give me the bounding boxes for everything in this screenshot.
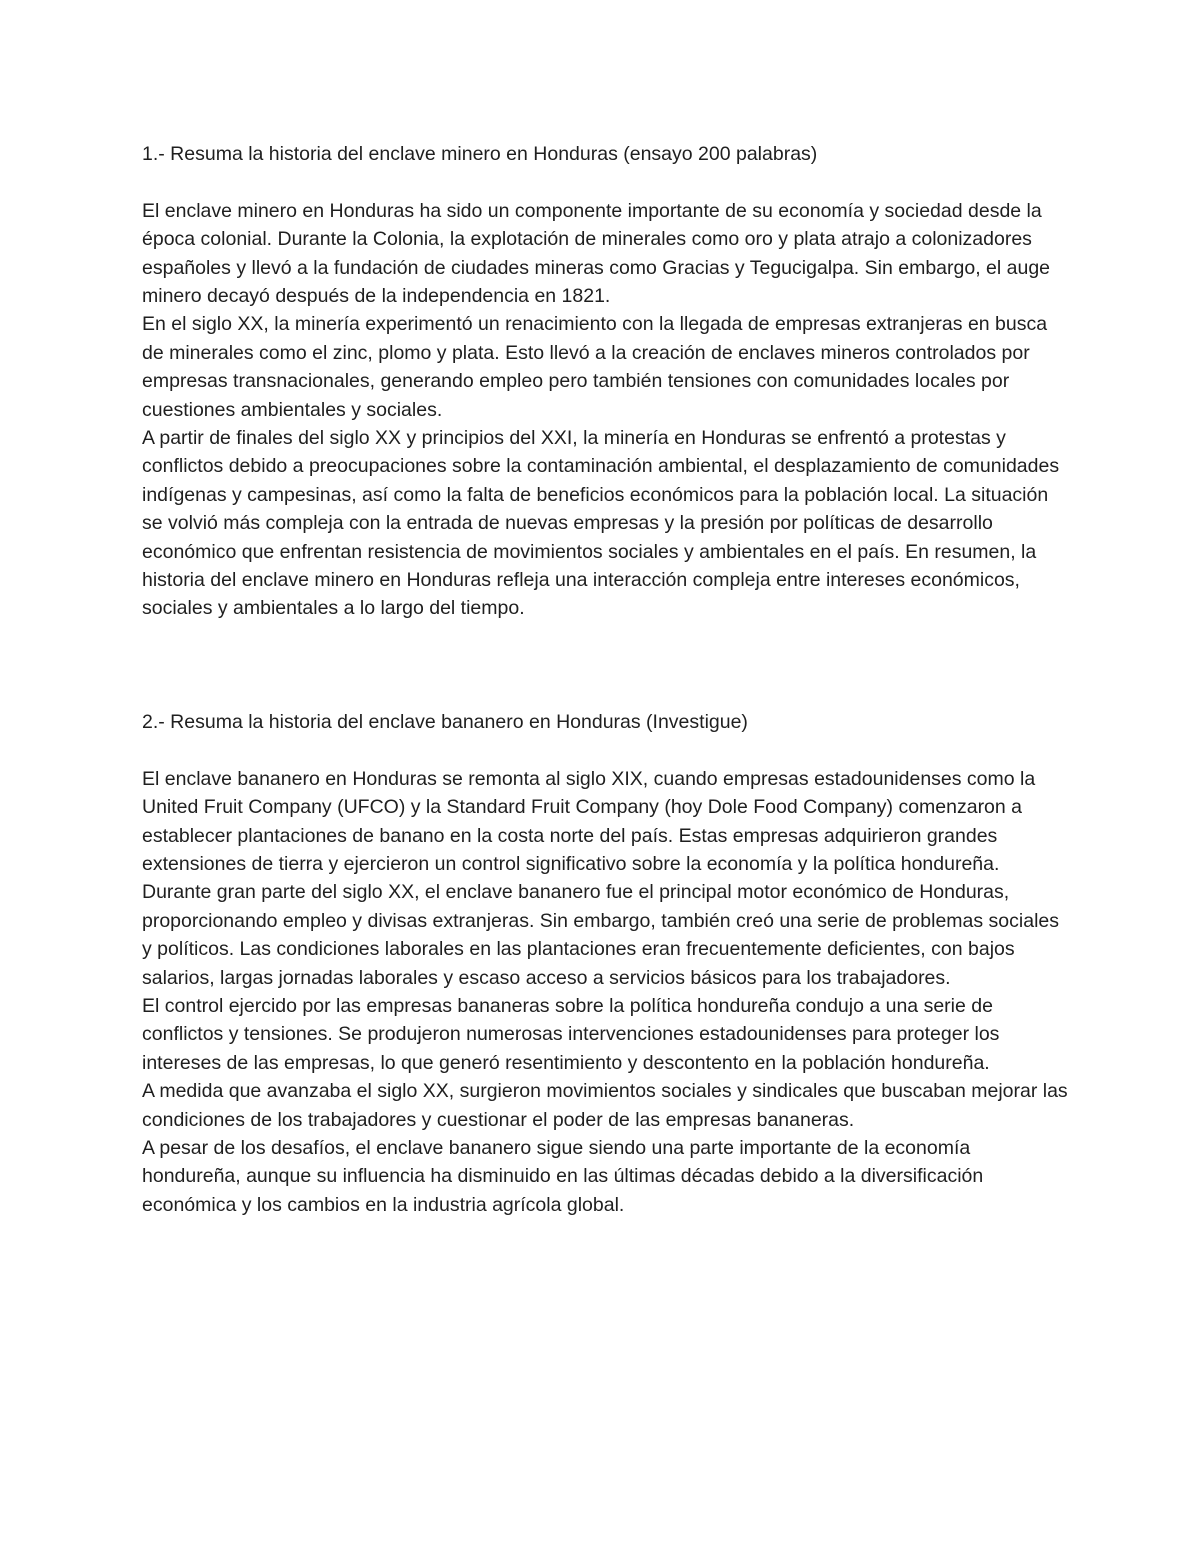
- paragraph: En el siglo XX, la minería experimentó un renacimiento con la llegada de empresas extranjeras en busca de minerales como el zinc, plomo y plata. Esto llevó a la creación de enclaves mineros controlados por empresas transnacionales, generando empleo pero también tensiones con comunidades locales por cuestiones ambientales y sociales.: [142, 313, 1048, 421]
- paragraph: El control ejercido por las empresas bananeras sobre la política hondureña condujo a una serie de conflictos y tensiones. Se produjeron numerosas intervenciones estadounidenses para proteger los intereses de las empresas, lo que generó resentimiento y descontento en la población hondureña.: [142, 994, 1000, 1074]
- section-banana-enclave: [142, 708, 1072, 1219]
- paragraph: A partir de finales del siglo XX y principios del XXI, la minería en Honduras se enfrentó a protestas y conflictos debido a preocupaciones sobre la contaminación ambiental, el desplazamiento de comunidades indígenas y campesinas, así como la falta de beneficios económicos para la población local. La situación se volvió más compleja con la entrada de nuevas empresas y la presión por políticas de desarrollo económico que enfrentan resistencia de movimientos sociales y ambientales en el país. En resumen, la historia del enclave minero en Honduras refleja una interacción compleja entre intereses económicos, sociales y ambientales a lo largo del tiempo.: [142, 427, 1060, 620]
- section-spacer: [142, 623, 1072, 708]
- paragraph: Durante gran parte del siglo XX, el enclave bananero fue el principal motor económico de Honduras, proporcionando empleo y divisas extranjeras. Sin embargo, también creó una serie de problemas sociales y políticos. Las condiciones laborales en las plantaciones eran frecuentemente deficientes, con bajos salarios, largas jornadas laborales y escaso acceso a servicios básicos para los trabajadores.: [142, 881, 1059, 989]
- document-page: [142, 140, 1072, 1219]
- question-2-heading: 2.- Resuma la historia del enclave bananero en Honduras (Investigue): [142, 710, 748, 733]
- section-mining-enclave: [142, 140, 1072, 623]
- paragraph: A medida que avanzaba el siglo XX, surgieron movimientos sociales y sindicales que buscaban mejorar las condiciones de los trabajadores y cuestionar el poder de las empresas bananeras.: [142, 1080, 1068, 1131]
- paragraph: El enclave minero en Honduras ha sido un componente importante de su economía y sociedad desde la época colonial. Durante la Colonia, la explotación de minerales como oro y plata atrajo a colonizadores españoles y llevó a la fundación de ciudades mineras como Gracias y Tegucigalpa. Sin embargo, el auge minero decayó después de la independencia en 1821.: [142, 199, 1051, 308]
- paragraph: El enclave bananero en Honduras se remonta al siglo XIX, cuando empresas estadounidenses como la United Fruit Company (UFCO) y la Standard Fruit Company (hoy Dole Food Company) comenzaron a establecer plantaciones de banano en la costa norte del país. Estas empresas adquirieron grandes extensiones de tierra y ejercieron un control significativo sobre la economía y la política hondureña.: [142, 767, 1036, 875]
- paragraph: A pesar de los desafíos, el enclave bananero sigue siendo una parte importante de la economía hondureña, aunque su influencia ha disminuido en las últimas décadas debido a la diversificación económica y los cambios en la industria agrícola global.: [142, 1136, 984, 1216]
- question-1-heading: 1.- Resuma la historia del enclave minero en Honduras (ensayo 200 palabras): [142, 143, 818, 165]
